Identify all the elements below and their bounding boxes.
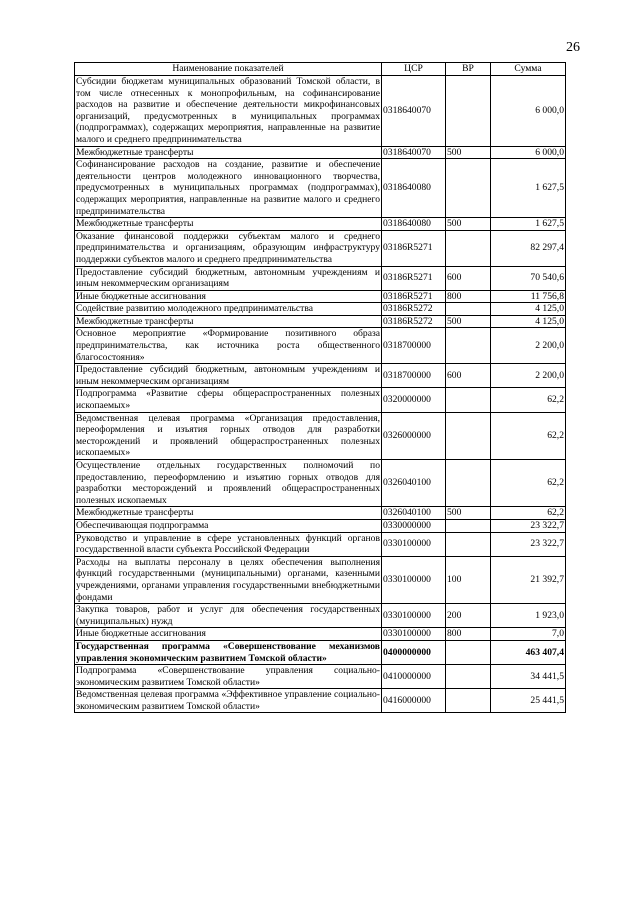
row-vr-cell: [446, 412, 491, 459]
row-csr-cell: 03186R5271: [382, 230, 446, 266]
row-csr-cell: 03186R5272: [382, 315, 446, 328]
row-name-cell: Предоставление субсидий бюджетным, автономным учреждениям и иным некоммерческим организациям: [76, 266, 380, 290]
row-name-cell: Межбюджетные трансферты: [75, 218, 382, 231]
row-sum-cell: 23 322,7: [491, 532, 566, 556]
row-vr-cell: 500: [446, 146, 491, 159]
row-name-cell: Предоставление субсидий бюджетным, автономным учреждениям и иным некоммерческим организациям: [76, 364, 380, 387]
row-vr-cell: 800: [446, 290, 491, 303]
table-row: [75, 76, 566, 147]
row-name-cell: Подпрограмма «Развитие сферы общераспространенных полезных ископаемых»: [76, 388, 380, 412]
row-name-cell: Руководство и управление в сфере установленных функций органов государственной власти субъекта Российской Федерации: [76, 532, 380, 556]
row-vr-cell: 200: [446, 604, 491, 628]
row-vr-cell: 500: [446, 218, 491, 231]
table-row: [75, 266, 566, 290]
row-vr-cell: 600: [446, 364, 491, 388]
header-vr: ВР: [446, 63, 491, 76]
table-body: [75, 76, 566, 713]
row-name-cell: Межбюджетные трансферты: [75, 507, 382, 520]
table-row: [75, 640, 566, 664]
row-sum-cell: 21 392,7: [491, 556, 566, 603]
row-sum-cell: 70 540,6: [491, 266, 566, 290]
row-vr-cell: [446, 665, 491, 689]
table-row: [75, 507, 566, 520]
row-sum-cell: 2 200,0: [491, 328, 566, 364]
row-vr-cell: [446, 328, 491, 364]
row-csr-cell: 0410000000: [382, 665, 446, 689]
table-row: [75, 230, 566, 266]
row-sum-cell: 11 756,8: [491, 290, 566, 303]
row-csr-cell: 0330100000: [382, 556, 446, 603]
table-row: [75, 218, 566, 231]
row-csr-cell: 03186R5271: [382, 266, 446, 290]
table-header-row: [75, 63, 566, 76]
table-row: [75, 412, 566, 459]
row-sum-cell: 463 407,4: [491, 640, 566, 664]
row-csr-cell: 0330000000: [382, 519, 446, 532]
row-csr-cell: 0318700000: [382, 364, 446, 388]
table-row: [75, 328, 566, 364]
row-csr-cell: 0318640070: [382, 76, 446, 147]
row-name-cell: Закупка товаров, работ и услуг для обеспечения государственных (муниципальных) нужд: [76, 604, 380, 627]
row-csr-cell: 0330100000: [382, 628, 446, 641]
row-csr-cell: 0318640070: [382, 146, 446, 159]
budget-table: [74, 62, 566, 713]
row-sum-cell: 62,2: [491, 507, 566, 520]
row-vr-cell: [446, 519, 491, 532]
row-sum-cell: 1 627,5: [491, 159, 566, 218]
row-name-cell: Иные бюджетные ассигнования: [75, 628, 382, 641]
row-sum-cell: 25 441,5: [491, 689, 566, 713]
row-vr-cell: [446, 388, 491, 412]
table-row: [75, 519, 566, 532]
row-name-cell: Межбюджетные трансферты: [75, 315, 382, 328]
row-sum-cell: 6 000,0: [491, 146, 566, 159]
table-row: [75, 315, 566, 328]
row-csr-cell: 0326000000: [382, 412, 446, 459]
row-csr-cell: 0400000000: [382, 640, 446, 664]
row-vr-cell: [446, 689, 491, 713]
header-sum: Сумма: [491, 63, 566, 76]
row-csr-cell: 0416000000: [382, 689, 446, 713]
row-sum-cell: 2 200,0: [491, 364, 566, 388]
row-sum-cell: 4 125,0: [491, 315, 566, 328]
row-sum-cell: 62,2: [491, 388, 566, 412]
row-csr-cell: 0330100000: [382, 532, 446, 556]
row-sum-cell: 62,2: [491, 460, 566, 507]
row-name-cell: Обеспечивающая подпрограмма: [75, 519, 382, 532]
row-vr-cell: [446, 230, 491, 266]
row-vr-cell: [446, 640, 491, 664]
row-sum-cell: 34 441,5: [491, 665, 566, 689]
table-row: [75, 532, 566, 556]
row-sum-cell: 82 297,4: [491, 230, 566, 266]
table-row: [75, 628, 566, 641]
row-csr-cell: 0318640080: [382, 159, 446, 218]
header-name: Наименование показателей: [75, 63, 382, 76]
row-vr-cell: 500: [446, 507, 491, 520]
table-row: [75, 556, 566, 603]
row-vr-cell: 100: [446, 556, 491, 603]
row-csr-cell: 0330100000: [382, 604, 446, 628]
table-row: [75, 290, 566, 303]
row-vr-cell: 800: [446, 628, 491, 641]
row-name-cell: Основное мероприятие «Формирование позитивного образа предпринимательства, как источника роста общественного благосостояния»: [76, 328, 380, 363]
row-sum-cell: 7,0: [491, 628, 566, 641]
row-name-cell: Оказание финансовой поддержки субъектам малого и среднего предпринимательства и организациям, образующим инфраструктуру поддержки субъектов малого и среднего предпринимательства: [76, 230, 380, 265]
table-row: [75, 146, 566, 159]
row-sum-cell: 23 322,7: [491, 519, 566, 532]
row-name-cell: Ведомственная целевая программа «Эффективное управление социально-экономическим развитием Томской области»: [76, 689, 380, 712]
row-name-cell: Государственная программа «Совершенствование механизмов управления экономическим развитием Томской области»: [76, 640, 380, 664]
header-csr: ЦСР: [382, 63, 446, 76]
row-sum-cell: 62,2: [491, 412, 566, 459]
row-name-cell: Содействие развитию молодежного предпринимательства: [75, 303, 382, 316]
row-sum-cell: 4 125,0: [491, 303, 566, 316]
table-row: [75, 604, 566, 628]
row-vr-cell: 600: [446, 266, 491, 290]
row-name-cell: Софинансирование расходов на создание, развитие и обеспечение деятельности центров молодежного инновационного творчества, предусмотренных в муниципальных программах (подпрограммах), содержащих мероприятия, направленные на развитие малого и среднего предпринимательства: [76, 159, 380, 217]
row-name-cell: Расходы на выплаты персоналу в целях обеспечения выполнения функций государственными (муниципальными) органами, казенными учреждениями, органами управления государственными внебюджетными фондами: [76, 556, 380, 603]
table-row: [75, 388, 566, 412]
table-row: [75, 364, 566, 388]
table-row: [75, 460, 566, 507]
row-name-cell: Межбюджетные трансферты: [75, 146, 382, 159]
row-sum-cell: 6 000,0: [491, 76, 566, 147]
row-vr-cell: [446, 76, 491, 147]
table-row: [75, 159, 566, 218]
row-csr-cell: 0318640080: [382, 218, 446, 231]
row-csr-cell: 03186R5271: [382, 290, 446, 303]
row-csr-cell: 0320000000: [382, 388, 446, 412]
row-vr-cell: 500: [446, 315, 491, 328]
row-sum-cell: 1 923,0: [491, 604, 566, 628]
row-vr-cell: [446, 159, 491, 218]
row-name-cell: Подпрограмма «Совершенствование управления социально-экономическим развитием Томской области»: [76, 665, 380, 688]
row-vr-cell: [446, 460, 491, 507]
row-csr-cell: 03186R5272: [382, 303, 446, 316]
table-row: [75, 303, 566, 316]
row-vr-cell: [446, 532, 491, 556]
row-name-cell: Ведомственная целевая программа «Организация предоставления, переоформления и изъятия горных отводов для разработки месторождений и проявлений общераспространенных полезных ископаемых»: [76, 412, 380, 459]
row-name-cell: Осуществление отдельных государственных полномочий по предоставлению, переоформлению и изъятию горных отводов для разработки месторождений и проявлений общераспространенных полезных ископаемых: [76, 460, 380, 506]
row-name-cell: Субсидии бюджетам муниципальных образований Томской области, в том числе отнесенных к монопрофильным, на софинансирование расходов на развитие и обеспечение деятельности микрофинансовых организаций, предусмотренных в муниципальных программах (подпрограммах), содержащих мероприятия, направленные на развитие малого и среднего предпринимательства: [76, 76, 380, 145]
row-csr-cell: 0326040100: [382, 460, 446, 507]
table-row: [75, 665, 566, 689]
row-csr-cell: 0318700000: [382, 328, 446, 364]
row-csr-cell: 0326040100: [382, 507, 446, 520]
page-number: 26: [566, 40, 580, 55]
table-row: [75, 689, 566, 713]
row-vr-cell: [446, 303, 491, 316]
row-name-cell: Иные бюджетные ассигнования: [75, 290, 382, 303]
row-sum-cell: 1 627,5: [491, 218, 566, 231]
